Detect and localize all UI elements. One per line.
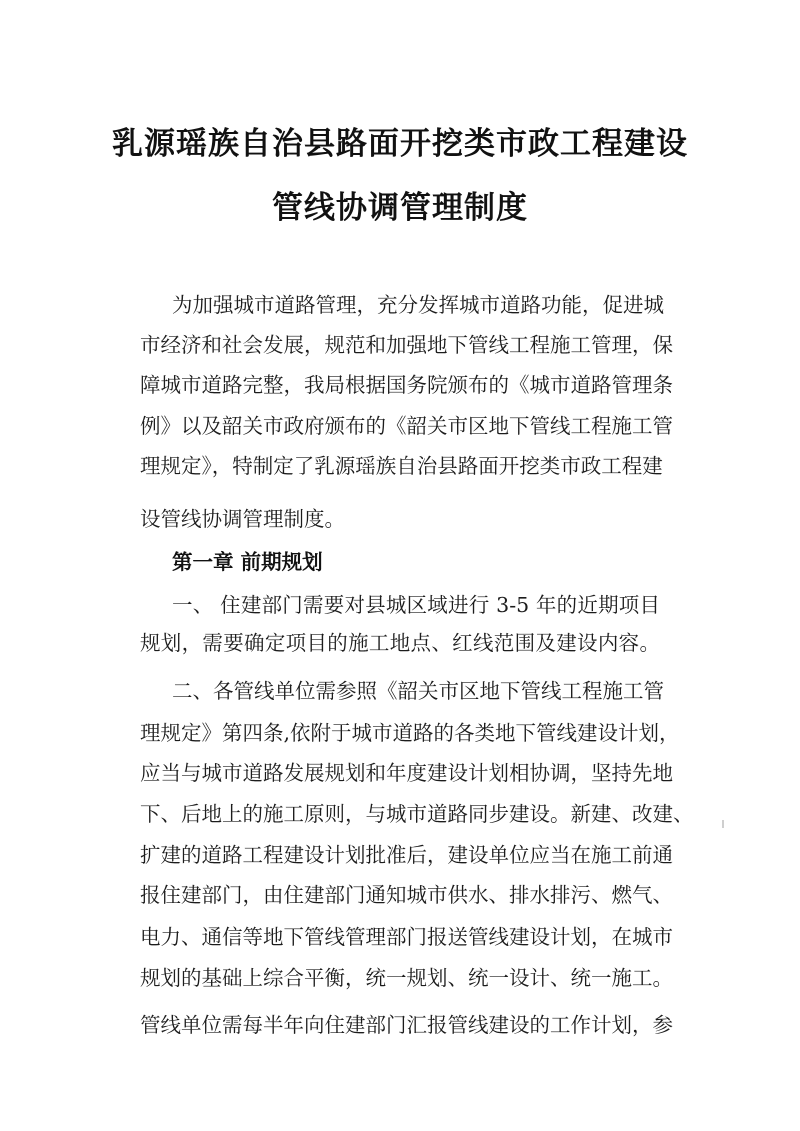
intro-line: 理规定》，特制定了乳源瑶族自治县路面开挖类市政工程建 xyxy=(140,454,663,478)
item-two-line: 管线单位需每半年向住建部门汇报管线建设的工作计划，参 xyxy=(140,1013,673,1037)
item-two-line: 应当与城市道路发展规划和年度建设计划相协调，坚持先地 xyxy=(140,761,673,785)
intro-line: 为加强城市道路管理，充分发挥城市道路功能，促进城 xyxy=(172,293,664,317)
scan-speck xyxy=(722,820,724,828)
document-title-line-2: 管线协调管理制度 xyxy=(272,190,528,226)
item-two-line: 下、后地上的施工原则，与城市道路同步建设。新建、改建、 xyxy=(140,802,694,826)
item-two-line: 扩建的道路工程建设计划批准后，建设单位应当在施工前通 xyxy=(140,843,673,867)
intro-line: 市经济和社会发展，规范和加强地下管线工程施工管理，保 xyxy=(140,333,673,357)
intro-line: 障城市道路完整，我局根据国务院颁布的《城市道路管理条 xyxy=(140,373,673,397)
chapter-heading: 第一章 前期规划 xyxy=(172,550,323,574)
intro-line: 设管线协调管理制度。 xyxy=(140,507,345,531)
item-two-line: 报住建部门，由住建部门通知城市供水、排水排污、燃气、 xyxy=(140,883,673,907)
item-two-line: 二、各管线单位需参照《韶关市区地下管线工程施工管 xyxy=(172,679,664,703)
item-one-line: 规划，需要确定项目的施工地点、红线范围及建设内容。 xyxy=(140,631,660,655)
document-title-line-1: 乳源瑶族自治县路面开挖类市政工程建设 xyxy=(112,126,688,162)
item-two-line: 规划的基础上综合平衡，统一规划、统一设计、统一施工。 xyxy=(140,966,673,990)
intro-line: 例》以及韶关市政府颁布的《韶关市区地下管线工程施工管 xyxy=(140,414,673,438)
item-one-line: 一、 住建部门需要对县城区域进行 3-5 年的近期项目 xyxy=(172,593,660,617)
item-two-line: 电力、通信等地下管线管理部门报送管线建设计划，在城市 xyxy=(140,925,673,949)
item-two-line: 理规定》第四条,依附于城市道路的各类地下管线建设计划， xyxy=(140,721,680,745)
